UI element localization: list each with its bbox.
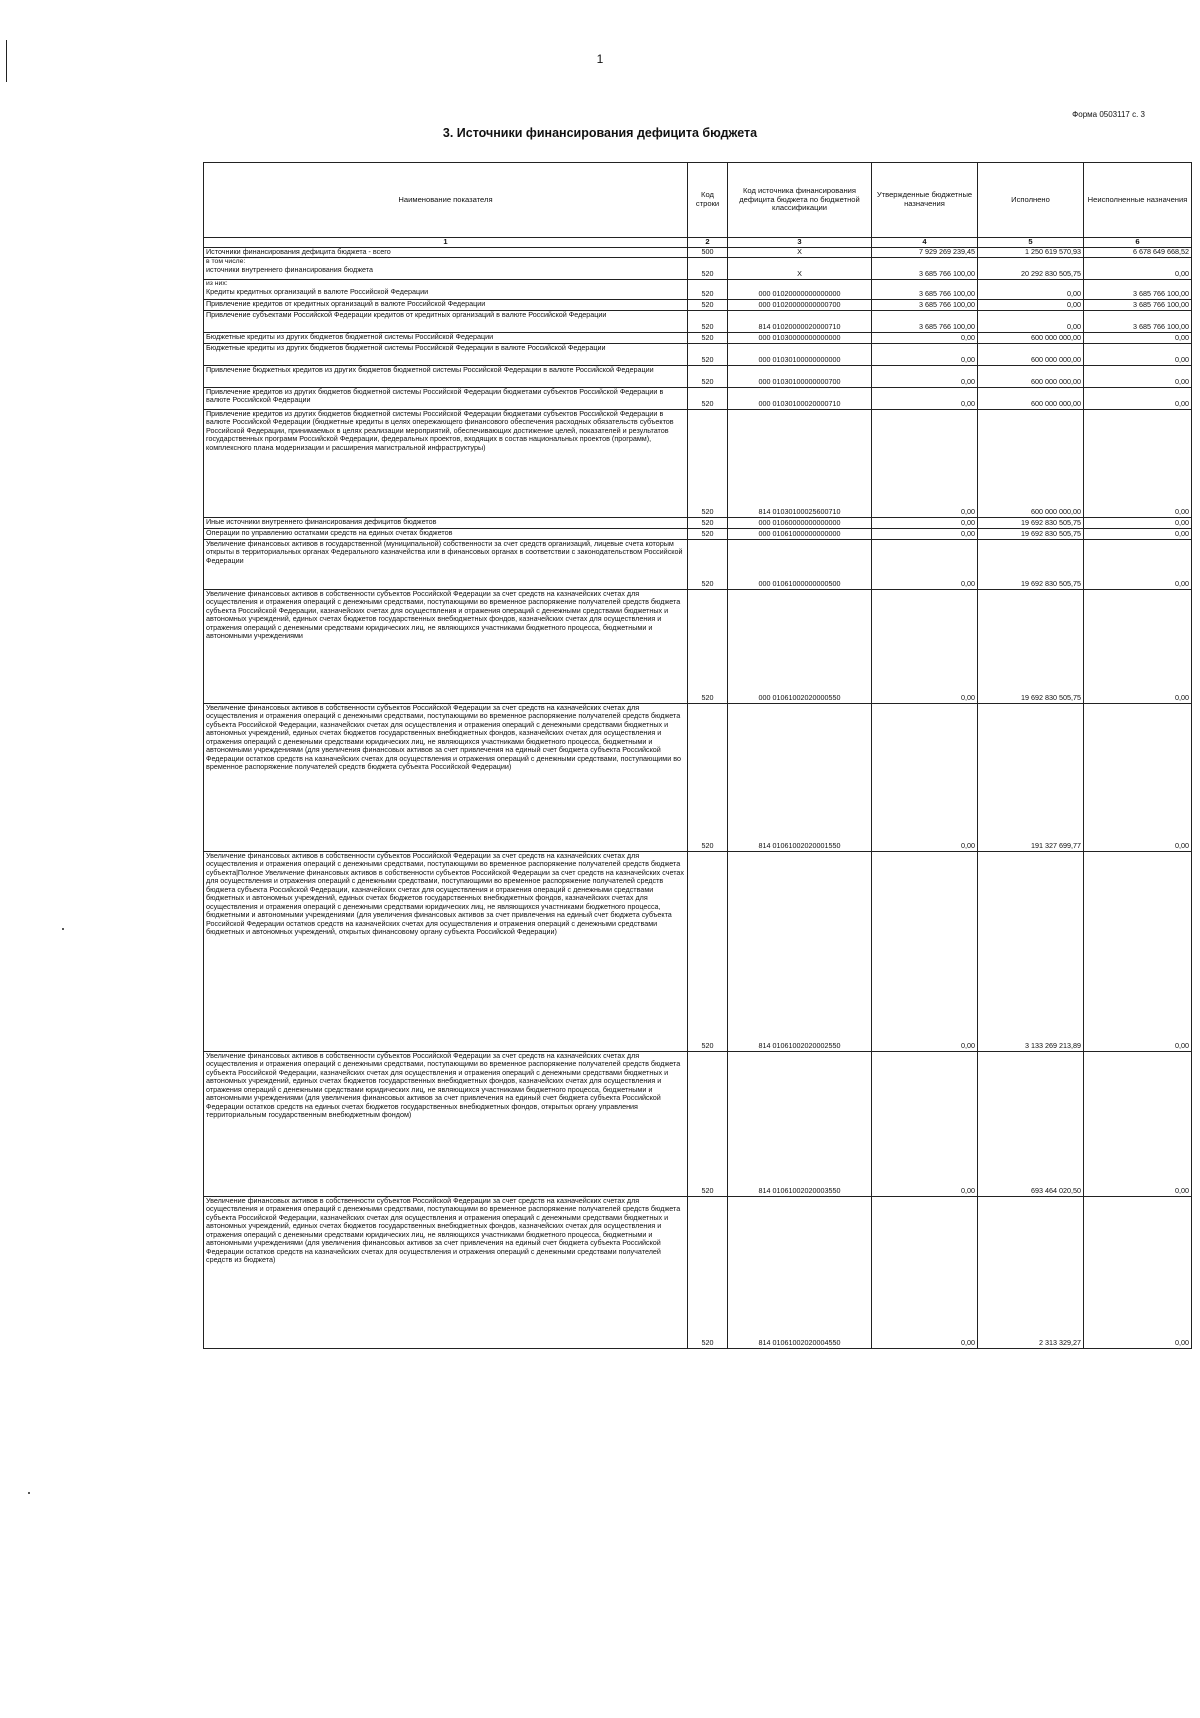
- table-row: [204, 539, 1192, 589]
- approved-amount-cell: 0,00: [872, 343, 978, 365]
- source-code-cell: X: [728, 257, 872, 279]
- unexecuted-amount-cell: 3 685 766 100,00: [1084, 279, 1192, 299]
- indicator-name-cell: [204, 343, 688, 365]
- table-row: [204, 310, 1192, 332]
- unexecuted-amount-cell: 3 685 766 100,00: [1084, 310, 1192, 332]
- unexecuted-amount-cell: 0,00: [1084, 528, 1192, 539]
- unexecuted-amount-cell: 0,00: [1084, 332, 1192, 343]
- executed-amount-cell: 600 000 000,00: [978, 343, 1084, 365]
- indicator-name: Привлечение кредитов из других бюджетов бюджетной системы Российской Федерации бюджетами субъектов Российской Федерации в валюте Российской Федерации: [206, 386, 664, 405]
- indicator-name: Операции по управлению остатками средств на единых счетах бюджетов: [206, 527, 453, 537]
- executed-amount-cell: 19 692 830 505,75: [978, 589, 1084, 703]
- executed-amount-cell: 600 000 000,00: [978, 409, 1084, 517]
- line-code-cell: 520: [688, 517, 728, 528]
- executed-amount-cell: 600 000 000,00: [978, 387, 1084, 409]
- executed-amount-cell: 600 000 000,00: [978, 332, 1084, 343]
- approved-amount-cell: 3 685 766 100,00: [872, 257, 978, 279]
- header-executed: Исполнено: [978, 163, 1084, 238]
- indicator-name: Бюджетные кредиты из других бюджетов бюджетной системы Российской Федерации: [206, 331, 494, 341]
- approved-amount-cell: 0,00: [872, 409, 978, 517]
- approved-amount-cell: 0,00: [872, 332, 978, 343]
- line-code-cell: 520: [688, 539, 728, 589]
- indicator-name: Увеличение финансовых активов в собственности субъектов Российской Федерации за счет средств на казначейских счетах для осуществления и отражения операций с денежными средствами, поступающими во временное распоряжение получателей средств бюджета субъекта Российской Федерации, казначейских счетах для осуществления и отражения операций с денежными средствами бюджетных и автономных учреждений, единых счетах бюджетов государственных внебюджетных фондов, казначейских счетах для осуществления и отражения операций с денежными средствами юридических лиц, не являющихся участниками бюджетного процесса, бюджетными и автономными учреждениями (для увеличения финансовых активов за счет привлечения на единый счет бюджета субъекта Российской Федерации остатков средств на единых счетах бюджетов государственных внебюджетных фондов, открытых органу управления территориальным государственным внебюджетным фондом): [206, 1050, 681, 1120]
- unexecuted-amount-cell: 0,00: [1084, 703, 1192, 851]
- approved-amount-cell: 0,00: [872, 539, 978, 589]
- unexecuted-amount-cell: 3 685 766 100,00: [1084, 299, 1192, 310]
- source-code-cell: 814 01061002020004550: [728, 1196, 872, 1348]
- unexecuted-amount-cell: 0,00: [1084, 387, 1192, 409]
- column-number-row: [204, 238, 1192, 248]
- approved-amount-cell: 3 685 766 100,00: [872, 279, 978, 299]
- line-code-cell: 500: [688, 247, 728, 257]
- approved-amount-cell: 0,00: [872, 851, 978, 1051]
- source-code-cell: 814 01061002020003550: [728, 1051, 872, 1196]
- executed-amount-cell: 0,00: [978, 310, 1084, 332]
- table-row: [204, 1051, 1192, 1196]
- indicator-name-cell: [204, 1051, 688, 1196]
- source-code-cell: 000 01030000000000000: [728, 332, 872, 343]
- line-code-cell: 520: [688, 851, 728, 1051]
- source-code-cell: 000 01061000000000500: [728, 539, 872, 589]
- table-body: [204, 247, 1192, 1348]
- indicator-name-cell: [204, 517, 688, 528]
- indicator-name: Привлечение кредитов из других бюджетов бюджетной системы Российской Федерации бюджетами субъектов Российской Федерации в валюте Российской Федерации (бюджетные кредиты в целях опережающего финансового обеспечения расходных обязательств субъектов Российской Федерации, принимаемых в целях реализации мероприятий, обеспечивающих достижение целей, показателей и результатов государственных программ Российской Федерации, федеральных проектов, входящих в состав национальных проектов (программ), комплексного плана модернизации и расширения магистральной инфраструктуры): [206, 408, 674, 452]
- line-code-cell: 520: [688, 332, 728, 343]
- executed-amount-cell: 0,00: [978, 299, 1084, 310]
- line-code-cell: 520: [688, 1051, 728, 1196]
- line-code-cell: 520: [688, 409, 728, 517]
- table-row: [204, 517, 1192, 528]
- indicator-name-cell: [204, 703, 688, 851]
- source-code-cell: 000 01020000000000000: [728, 279, 872, 299]
- indicator-name: Увеличение финансовых активов в собственности субъектов Российской Федерации за счет средств на казначейских счетах для осуществления и отражения операций с денежными средствами, поступающими во временное распоряжение получателей средств бюджета субъекта Российской Федерации, казначейских счетах для осуществления и отражения операций с денежными средствами бюджетных и автономных учреждений, единых счетах бюджетов государственных внебюджетных фондов, казначейских счетах для осуществления и отражения операций с денежными средствами юридических лиц, не являющихся участниками бюджетного процесса, бюджетными и автономными учреждениями (для увеличения финансовых активов за счет привлечения на единый счет бюджета субъекта Российской Федерации остатков средств на казначейских счетах для осуществления и отражения операций с денежными средствами получателей средств из бюджета): [206, 1195, 681, 1265]
- unexecuted-amount-cell: 0,00: [1084, 1196, 1192, 1348]
- table-row: [204, 343, 1192, 365]
- indicator-name: Увеличение финансовых активов в государственной (муниципальной) собственности за счет средств организаций, лицевые счета которым открыты в территориальных органах Федерального казначейства или в финансовых органах в соответствии с законодательством Российской Федерации: [206, 538, 683, 565]
- approved-amount-cell: 3 685 766 100,00: [872, 299, 978, 310]
- indicator-name: Иные источники внутреннего финансирования дефицитов бюджетов: [206, 516, 437, 526]
- source-code-cell: 000 01020000000000700: [728, 299, 872, 310]
- line-code-cell: 520: [688, 310, 728, 332]
- indicator-name: Увеличение финансовых активов в собственности субъектов Российской Федерации за счет средств на казначейских счетах для осуществления и отражения операций с денежными средствами, поступающими во временное распоряжение получателей средств бюджета субъекта|Полное Увеличение финансовых активов в собственности субъектов Российской Федерации за счет средств на казначейских счетах для осуществления и отражения операций с денежными средствами, поступающими во временное распоряжение получателей средств бюджета субъекта Российской Федерации, казначейских счетах для осуществления и отражения операций с денежными средствами бюджетных и автономных учреждений, единых счетах бюджетов государственных внебюджетных фондов, казначейских счетах для осуществления и отражения операций с денежными средствами юридических лиц, не являющихся участниками бюджетного процесса, бюджетными и автономными учреждениями (для увеличения финансовых активов за счет привлечения на единый счет бюджета субъекта Российской Федерации остатков средств на казначейских счетах для осуществления и отражения операций с денежными средствами бюджетных и автономных учреждений, открытых финансовому органу субъекта Российской Федерации): [206, 850, 685, 937]
- line-code-cell: 520: [688, 387, 728, 409]
- indicator-name-cell: [204, 409, 688, 517]
- table-row: [204, 365, 1192, 387]
- executed-amount-cell: 191 327 699,77: [978, 703, 1084, 851]
- indicator-name-cell: [204, 257, 688, 279]
- approved-amount-cell: 0,00: [872, 703, 978, 851]
- executed-amount-cell: 19 692 830 505,75: [978, 517, 1084, 528]
- executed-amount-cell: 19 692 830 505,75: [978, 539, 1084, 589]
- header-line-code: Код строки: [688, 163, 728, 238]
- financing-sources-table: [203, 162, 1192, 1349]
- column-number: 4: [872, 238, 978, 248]
- executed-amount-cell: 0,00: [978, 279, 1084, 299]
- unexecuted-amount-cell: 0,00: [1084, 851, 1192, 1051]
- table-row: [204, 589, 1192, 703]
- indicator-name: Кредиты кредитных организаций в валюте Российской Федерации: [206, 286, 429, 296]
- source-code-cell: 000 01030100020000710: [728, 387, 872, 409]
- line-code-cell: 520: [688, 257, 728, 279]
- source-code-cell: 814 01061002020002550: [728, 851, 872, 1051]
- row-prefix: в том числе:: [206, 257, 246, 265]
- column-number: 2: [688, 238, 728, 248]
- unexecuted-amount-cell: 0,00: [1084, 409, 1192, 517]
- approved-amount-cell: 0,00: [872, 1051, 978, 1196]
- indicator-name-cell: [204, 851, 688, 1051]
- table-row: [204, 299, 1192, 310]
- scan-dot-mark: [28, 1492, 30, 1494]
- header-indicator-name: Наименование показателя: [204, 163, 688, 238]
- indicator-name-cell: [204, 332, 688, 343]
- table-row: [204, 279, 1192, 299]
- approved-amount-cell: 0,00: [872, 589, 978, 703]
- table-row: [204, 247, 1192, 257]
- indicator-name: источники внутреннего финансирования бюджета: [206, 264, 373, 274]
- approved-amount-cell: 0,00: [872, 1196, 978, 1348]
- approved-amount-cell: 0,00: [872, 365, 978, 387]
- line-code-cell: 520: [688, 299, 728, 310]
- column-number: 6: [1084, 238, 1192, 248]
- source-code-cell: X: [728, 247, 872, 257]
- page-number: 1: [596, 52, 604, 66]
- executed-amount-cell: 1 250 619 570,93: [978, 247, 1084, 257]
- column-number: 5: [978, 238, 1084, 248]
- table-header-row: [204, 163, 1192, 238]
- unexecuted-amount-cell: 0,00: [1084, 539, 1192, 589]
- source-code-cell: 814 01061002020001550: [728, 703, 872, 851]
- table-row: [204, 257, 1192, 279]
- executed-amount-cell: 20 292 830 505,75: [978, 257, 1084, 279]
- indicator-name-cell: [204, 365, 688, 387]
- indicator-name-cell: [204, 310, 688, 332]
- header-unexecuted: Неисполненные назначения: [1084, 163, 1192, 238]
- unexecuted-amount-cell: 0,00: [1084, 589, 1192, 703]
- source-code-cell: 814 01020000020000710: [728, 310, 872, 332]
- form-number: Форма 0503117 с. 3: [1072, 110, 1145, 119]
- unexecuted-amount-cell: 6 678 649 668,52: [1084, 247, 1192, 257]
- scan-dot-mark: [62, 928, 64, 930]
- approved-amount-cell: 3 685 766 100,00: [872, 310, 978, 332]
- line-code-cell: 520: [688, 279, 728, 299]
- indicator-name-cell: [204, 387, 688, 409]
- source-code-cell: 000 01030100000000000: [728, 343, 872, 365]
- source-code-cell: 000 01030100000000700: [728, 365, 872, 387]
- approved-amount-cell: 0,00: [872, 387, 978, 409]
- executed-amount-cell: 600 000 000,00: [978, 365, 1084, 387]
- table-row: [204, 703, 1192, 851]
- header-approved: Утвержденные бюджетные назначения: [872, 163, 978, 238]
- line-code-cell: 520: [688, 703, 728, 851]
- executed-amount-cell: 693 464 020,50: [978, 1051, 1084, 1196]
- line-code-cell: 520: [688, 365, 728, 387]
- table-row: [204, 1196, 1192, 1348]
- row-prefix: из них:: [206, 279, 228, 287]
- line-code-cell: 520: [688, 343, 728, 365]
- executed-amount-cell: 19 692 830 505,75: [978, 528, 1084, 539]
- indicator-name: Увеличение финансовых активов в собственности субъектов Российской Федерации за счет средств на казначейских счетах для осуществления и отражения операций с денежными средствами, поступающими во временное распоряжение получателей средств бюджета субъекта Российской Федерации, казначейских счетах для осуществления и отражения операций с денежными средствами бюджетных и автономных учреждений, единых счетах бюджетов государственных внебюджетных фондов, казначейских счетах для осуществления и отражения операций с денежными средствами юридических лиц, не являющихся участниками бюджетного процесса, бюджетными и автономными учреждениями (для увеличения финансовых активов за счет привлечения на единый счет бюджета субъекта Российской Федерации остатков средств на казначейских счетах для осуществления и отражения операций с денежными средствами, поступающими во временное распоряжение получателей средств бюджета субъекта Российской Федерации): [206, 702, 681, 772]
- column-number: 3: [728, 238, 872, 248]
- table-row: [204, 332, 1192, 343]
- indicator-name: Привлечение кредитов от кредитных организаций в валюте Российской Федерации: [206, 298, 486, 308]
- indicator-name: Бюджетные кредиты из других бюджетов бюджетной системы Российской Федерации в валюте Российской Федерации: [206, 342, 606, 352]
- indicator-name-cell: [204, 1196, 688, 1348]
- executed-amount-cell: 2 313 329,27: [978, 1196, 1084, 1348]
- column-number: 1: [204, 238, 688, 248]
- approved-amount-cell: 0,00: [872, 528, 978, 539]
- approved-amount-cell: 0,00: [872, 517, 978, 528]
- table-row: [204, 851, 1192, 1051]
- line-code-cell: 520: [688, 589, 728, 703]
- indicator-name-cell: [204, 539, 688, 589]
- unexecuted-amount-cell: 0,00: [1084, 257, 1192, 279]
- unexecuted-amount-cell: 0,00: [1084, 343, 1192, 365]
- indicator-name: Привлечение субъектами Российской Федерации кредитов от кредитных организаций в валюте Российской Федерации: [206, 309, 607, 319]
- source-code-cell: 000 01060000000000000: [728, 517, 872, 528]
- executed-amount-cell: 3 133 269 213,89: [978, 851, 1084, 1051]
- unexecuted-amount-cell: 0,00: [1084, 365, 1192, 387]
- unexecuted-amount-cell: 0,00: [1084, 517, 1192, 528]
- indicator-name: Привлечение бюджетных кредитов из других бюджетов бюджетной системы Российской Федерации в валюте Российской Федерации: [206, 364, 654, 374]
- indicator-name-cell: [204, 247, 688, 257]
- indicator-name-cell: [204, 279, 688, 299]
- approved-amount-cell: 7 929 269 239,45: [872, 247, 978, 257]
- indicator-name: Источники финансирования дефицита бюджета - всего: [206, 246, 391, 256]
- source-code-cell: 000 01061000000000000: [728, 528, 872, 539]
- source-code-cell: 000 01061002020000550: [728, 589, 872, 703]
- header-source-code: Код источника финансирования дефицита бюджета по бюджетной классификации: [728, 163, 872, 238]
- indicator-name: Увеличение финансовых активов в собственности субъектов Российской Федерации за счет средств на казначейских счетах для осуществления и отражения операций с денежными средствами, поступающими во временное распоряжение получателей средств бюджета субъекта Российской Федерации, казначейских счетах для осуществления и отражения операций с денежными средствами бюджетных и автономных учреждений, единых счетах бюджетов государственных внебюджетных фондов, казначейских счетах для осуществления и отражения операций с денежными средствами юридических лиц, не являющихся участниками бюджетного процесса, бюджетными и автономными учреждениями: [206, 588, 681, 641]
- source-code-cell: 814 01030100025600710: [728, 409, 872, 517]
- line-code-cell: 520: [688, 528, 728, 539]
- line-code-cell: 520: [688, 1196, 728, 1348]
- table-row: [204, 387, 1192, 409]
- unexecuted-amount-cell: 0,00: [1084, 1051, 1192, 1196]
- report-title: 3. Источники финансирования дефицита бюджета: [442, 126, 758, 140]
- table-row: [204, 409, 1192, 517]
- indicator-name-cell: [204, 589, 688, 703]
- indicator-name-cell: [204, 299, 688, 310]
- indicator-name-cell: [204, 528, 688, 539]
- table-row: [204, 528, 1192, 539]
